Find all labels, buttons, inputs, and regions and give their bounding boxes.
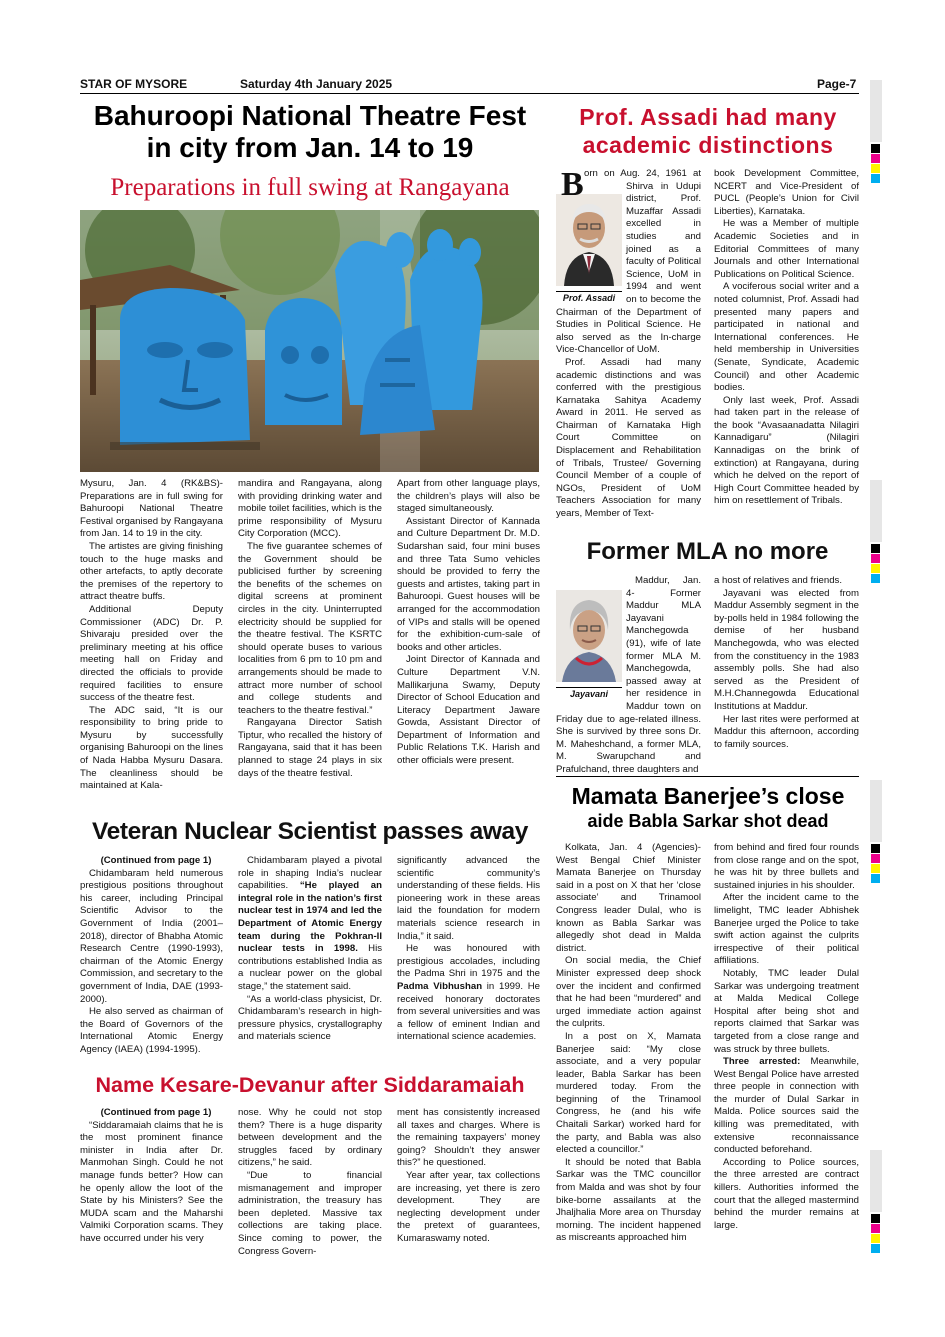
registration-yellow (871, 1234, 880, 1243)
theatre-column-3 (397, 478, 540, 768)
siddaramaiah-column-2 (238, 1107, 382, 1258)
assadi-dropcap: B (561, 166, 584, 203)
mamata-paragraph: On social media, the Chief Minister expressed deep shock over the incident and confirmed that he had been “murdered” and urged immediate action against the culprits. (556, 955, 701, 1030)
theatre-paragraph: mandira and Rangayana, along with providing drinking water and mobile toilet facilities, which is the prime responsibility of Mysuru City Corporation (MCC). (238, 478, 382, 540)
mamata-paragraph: from behind and fired four rounds from close range and on the spot, he was hit by three bullets and sustained injuries in his shoulder. (714, 842, 859, 891)
assadi-headline (553, 104, 863, 159)
registration-yellow (871, 564, 880, 573)
nuclear-paragraph: Chidambaram held numerous prestigious positions throughout his career, including Principal Scientific Advisor to the Government of India (2001–2018), director of Bhabha Atomic Research Centre (1990-1993), chairman of the Atomic Energy Commission, and secretary to the government of India, DAE (1993-2000). (80, 867, 223, 1005)
theatre-headline (72, 100, 548, 164)
nuclear-column-2 (238, 855, 382, 1044)
nuclear-paragraph: He also served as chairman of the Board of Governors of the International Atomic Energy Agency (IAEA) (1994-1995). (80, 1006, 223, 1055)
jayavani-caption: Jayavani (556, 687, 622, 699)
margin-bar (870, 80, 882, 142)
registration-magenta (871, 854, 880, 863)
margin-bar (870, 480, 882, 542)
page-number: Page-7 (817, 77, 857, 91)
theatre-paragraph: The five guarantee schemes of the Government should be publicised further by screening the benefits of the schemes on digital screens at prominent circles in the city. Uninterrupted electricity should be supplied for the theatre festival. The KSRTC should operate buses to various localities from 6 pm to 10 pm and arrangements should be made to attract more number of school and college students and teachers to the theatre festival.” (238, 540, 382, 716)
mla-headline: Former MLA no more (586, 538, 829, 565)
theatre-paragraph: Mysuru, Jan. 4 (RK&BS)- Preparations are in full swing for Bahuroopi National Theatre Festival organised by Rangayana from Jan. 14 to 19 in the city. (80, 478, 223, 540)
assadi-paragraph: A vociferous social writer and a noted columnist, Prof. Assadi had presented many papers and participated in national and International conferences. He held membership in Universities (Senate, Syndicate, Academic Council) and other Academic bodies. (714, 281, 859, 394)
siddaramaiah-paragraph: “Due to financial mismanagement and improper administration, the treasury has been depleted. Massive tax collections are taking place. Since coming to power, the Congress Govern- (238, 1169, 382, 1257)
mamata-paragraph: In a post on X, Mamata Banerjee said: “My close associate, and a very popular leader, Babla Sarkar has been murdered today. From the beginning of the Trinamool Congress, he (and his wife Chaitali Sarkar) worked hard for the party, and Babla was also elected a councillor.” (556, 1030, 701, 1156)
mla-lead: Maddur, Jan. 4- Former Maddur MLA Jayavani Manchegowda (91), wife of late former MLA M. Manchegowda, passed away at her residence in Maddur town on Friday due to age-related illness. She is survived by three sons Dr. M. Maheshchand, a former MLA, M. Swarupchand and Prafulchand, three daughters and (556, 575, 701, 775)
nuclear-column-3 (397, 855, 540, 1044)
assadi-headline-line1: Prof. Assadi had many (579, 104, 837, 130)
siddaramaiah-paragraph: ment has consistently increased all taxes and charges. Where is the remaining taxpayers’ money going? Shouldn’t they answer this?” he questioned. (397, 1107, 540, 1169)
assadi-paragraph: Only last week, Prof. Assadi had taken part in the release of the book “Avasaanadatta Nilagiri Kannadigaru” (Nilagiri Kannadigas on the brink of extinction) at Rangayana, during which he delved on the report of High Court Committee headed by him on resettlement of Tribals. (714, 394, 859, 507)
mamata-headline-line1: Mamata Banerjee’s close (571, 783, 845, 809)
theatre-column-1 (80, 478, 223, 793)
margin-bar (870, 1150, 882, 1212)
siddaramaiah-paragraph: Year after year, tax collections are increasing, yet there is zero development. They are neglecting development under the pretext of guarantees, Kumaraswamy noted. (397, 1169, 540, 1244)
siddaramaiah-paragraph: “Siddaramaiah claims that he is the most prominent finance minister in India after Dr. Manmohan Singh. Could he not manage funds better? How can he openly allow the loot of the State by his Ministers? See the MUDA scam and the Maharshi Valmiki Corporation scams. They have occurred under his very (80, 1119, 223, 1244)
nuclear-paragraph: significantly advanced the scientific community’s understanding of these fields. His pioneering work in these areas laid the foundation for modern materials science research in India,” it said. (397, 855, 540, 942)
registration-magenta (871, 154, 880, 163)
theatre-paragraph: Assistant Director of Kannada and Culture Department Dr. M.D. Sudarshan said, four mini buses and three Tata Sumo vehicles should be provided to ferry the guests and artistes, taking part in Bahuroopi. Guest houses will be arranged for the accommodation of VIPs and stalls will be opened for the exhibition-cum-sale of books and other articles. (397, 515, 540, 653)
siddaramaiah-column-1 (80, 1107, 223, 1246)
continued-note: (Continued from page 1) (100, 855, 212, 866)
mamata-paragraph: According to Police sources, the three arrested are contract killers. Authorities informed the court that the alleged mastermind behind the murder remains at large. (714, 1156, 859, 1231)
siddaramaiah-paragraph: nose. Why he could not stop them? There is a huge disparity between development and the struggles faced by ordinary citizens,” he said. (238, 1107, 382, 1169)
masthead-name: STAR OF MYSORE (80, 77, 188, 91)
registration-yellow (871, 864, 880, 873)
registration-yellow (871, 164, 880, 173)
registration-black (871, 844, 880, 853)
theatre-headline-line1: Bahuroopi National Theatre Fest (93, 100, 527, 131)
registration-cyan (871, 874, 880, 883)
registration-cyan (871, 1244, 880, 1253)
mla-paragraph: a host of relatives and friends. (714, 575, 842, 586)
header-rule (80, 93, 859, 94)
registration-magenta (871, 1224, 880, 1233)
theatre-paragraph: Joint Director of Kannada and Culture Department V.N. Mallikarjuna Swamy, Deputy Director of School Education and Literacy Department Jaware Gowda, Assistant Director of Department of Information and Public Relations T.K. Harish and other officials were present. (397, 654, 540, 767)
theatre-paragraph: Apart from other language plays, the children’s plays will also be staged simultaneously. (397, 478, 540, 515)
mamata-paragraph: Three arrested: Meanwhile, West Bengal Police have arrested three people in connection with the murder of Dulal Sarkar in Malda. Police sources said the killing was premeditated, with extensive reconnaissance conducted beforehand. (714, 1056, 859, 1156)
assadi-column-1 (556, 168, 701, 521)
theatre-paragraph: The ADC said, “It is our responsibility to bring pride to Mysuru by successfully organising Bahuroopi on the lines of Nada Habba Mysuru Dasara. The cleanliness should be maintained at Kala- (80, 704, 223, 792)
registration-cyan (871, 574, 880, 583)
assadi-column-2 (714, 168, 859, 508)
theatre-masks-photo (80, 210, 539, 472)
registration-cyan (871, 174, 880, 183)
assadi-headline-line2: academic distinctions (582, 131, 834, 158)
theatre-subheadline: Preparations in full swing at Rangayana (110, 174, 510, 201)
registration-magenta (871, 554, 880, 563)
siddaramaiah-headline: Name Kesare-Devanur after Siddaramaiah (95, 1073, 525, 1097)
mamata-headline (553, 783, 863, 832)
theatre-column-2 (238, 478, 382, 780)
nuclear-headline: Veteran Nuclear Scientist passes away (92, 818, 528, 845)
margin-bar (870, 780, 882, 842)
mla-paragraph: Her last rites were performed at Maddur this afternoon, according to family sources. (714, 713, 859, 750)
theatre-paragraph: Rangayana Director Satish Tiptur, who recalled the history of Rangayana, said that it has been planned to stage 24 plays in six days of the theatre festival. (238, 717, 382, 779)
theatre-paragraph: The artistes are giving finishing touch to the huge masks and other artefacts, to aptly decorate the premises of the repertory to attract theatre buffs. (80, 540, 223, 603)
registration-black (871, 544, 880, 553)
masks-illustration (80, 210, 539, 472)
assadi-lead: orn on Aug. 24, 1961 at Shirva in Udupi district, Prof. Muzaffar Assadi excelled in studies and joined as a faculty of Political Science, UoM in 1994 and went on to become the Chairman of the Department of Studies in Political Science. He also served as the In-charge Vice-Chancellor of UoM. (556, 168, 701, 356)
mamata-paragraph: After the incident came to the limelight, TMC leader Abhishek Banerjee urged the Police to take swift action against the culprits irrespective of their political affiliations. (714, 892, 859, 967)
assadi-paragraph: He was a Member of multiple Academic Societies and in Editorial Committees of many Journals and other International Publications on Political Science. (714, 218, 859, 280)
theatre-paragraph: Additional Deputy Commissioner (ADC) Dr. P. Shivaraju presided over the preliminary meeting at his office meeting hall on Friday and directed the officials to provide required facilities to ensure success of the theatre fest. (80, 603, 223, 704)
theatre-headline-line2: in city from Jan. 14 to 19 (146, 132, 474, 164)
siddaramaiah-column-3 (397, 1107, 540, 1246)
registration-black (871, 144, 880, 153)
assadi-paragraph: book Development Committee, NCERT and Vice-President of PUCL (People’s Union for Civil Liberties), Karnataka. (714, 168, 859, 217)
mamata-column-1 (556, 842, 701, 1245)
mamata-headline-line2: aide Babla Sarkar shot dead (587, 810, 829, 831)
section-rule (556, 776, 859, 777)
nuclear-paragraph: He was honoured with prestigious accolades, including the Padma Shri in 1975 and the Padma Vibhushan in 1999. He received honorary doctorates from several universities and was a fellow of eminent Indian and international science academies. (397, 943, 540, 1043)
mla-column-2 (714, 575, 859, 751)
nuclear-column-1 (80, 855, 223, 1057)
mamata-column-2 (714, 842, 859, 1232)
assadi-paragraph: Prof. Assadi had many academic distinctions and was conferred with the prestigious Karnataka Sahitya Academy Award in 2011. He served as Chairman of Karnataka High Court Committee on Displacement and Rehabilitation of Tribals, Trustee/ Governing Council Member of a couple of NGOs, President of UoM Teachers Association for many years, Member of Text- (556, 356, 701, 520)
registration-black (871, 1214, 880, 1223)
mla-column-1 (556, 575, 701, 777)
continued-note: (Continued from page 1) (100, 1107, 212, 1118)
mla-paragraph: Jayavani was elected from Maddur Assembly segment in the by-polls held in 1984 following the demise of her husband Manchegowda, who was elected from the constituency in the 1983 assembly polls. She had also served as the President of M.H.Channegowda Educational Institutions at Maddur. (714, 587, 859, 712)
issue-date: Saturday 4th January 2025 (240, 77, 393, 91)
nuclear-paragraph: “As a world-class physicist, Dr. Chidambaram’s research in high-pressure physics, crystallography and materials science (238, 993, 382, 1043)
mamata-paragraph: Kolkata, Jan. 4 (Agencies)- West Bengal Chief Minister Mamata Banerjee on Thursday said in a post on X that her ‘close associate’ and Trinamool Congress leader Dulal, who is known as Babla Sarkar was allegedly shot dead in Malda district. (556, 842, 701, 954)
assadi-caption: Prof. Assadi (556, 291, 622, 303)
mamata-paragraph: Notably, TMC leader Dulal Sarkar was undergoing treatment at Malda Medical College Hospital after being shot and reports claimed that Sarkar was targeted from a close range and was struck by three bullets. (714, 967, 859, 1055)
mamata-paragraph: It should be noted that Babla Sarkar was the TMC councillor from Malda and was shot by four bike-borne assailants at the Jhaljhalia More area on Thursday morning. The incident happened as miscreants approached him (556, 1156, 701, 1244)
nuclear-paragraph: Chidambaram played a pivotal role in shaping India’s nuclear capabilities. “He played an integral role in the nation’s first nuclear test in 1974 and led the Department of Atomic Energy team during the Pokhran-II nuclear tests in 1998. His contributions established India as a nuclear power on the global stage,” the statement said. (238, 855, 382, 992)
